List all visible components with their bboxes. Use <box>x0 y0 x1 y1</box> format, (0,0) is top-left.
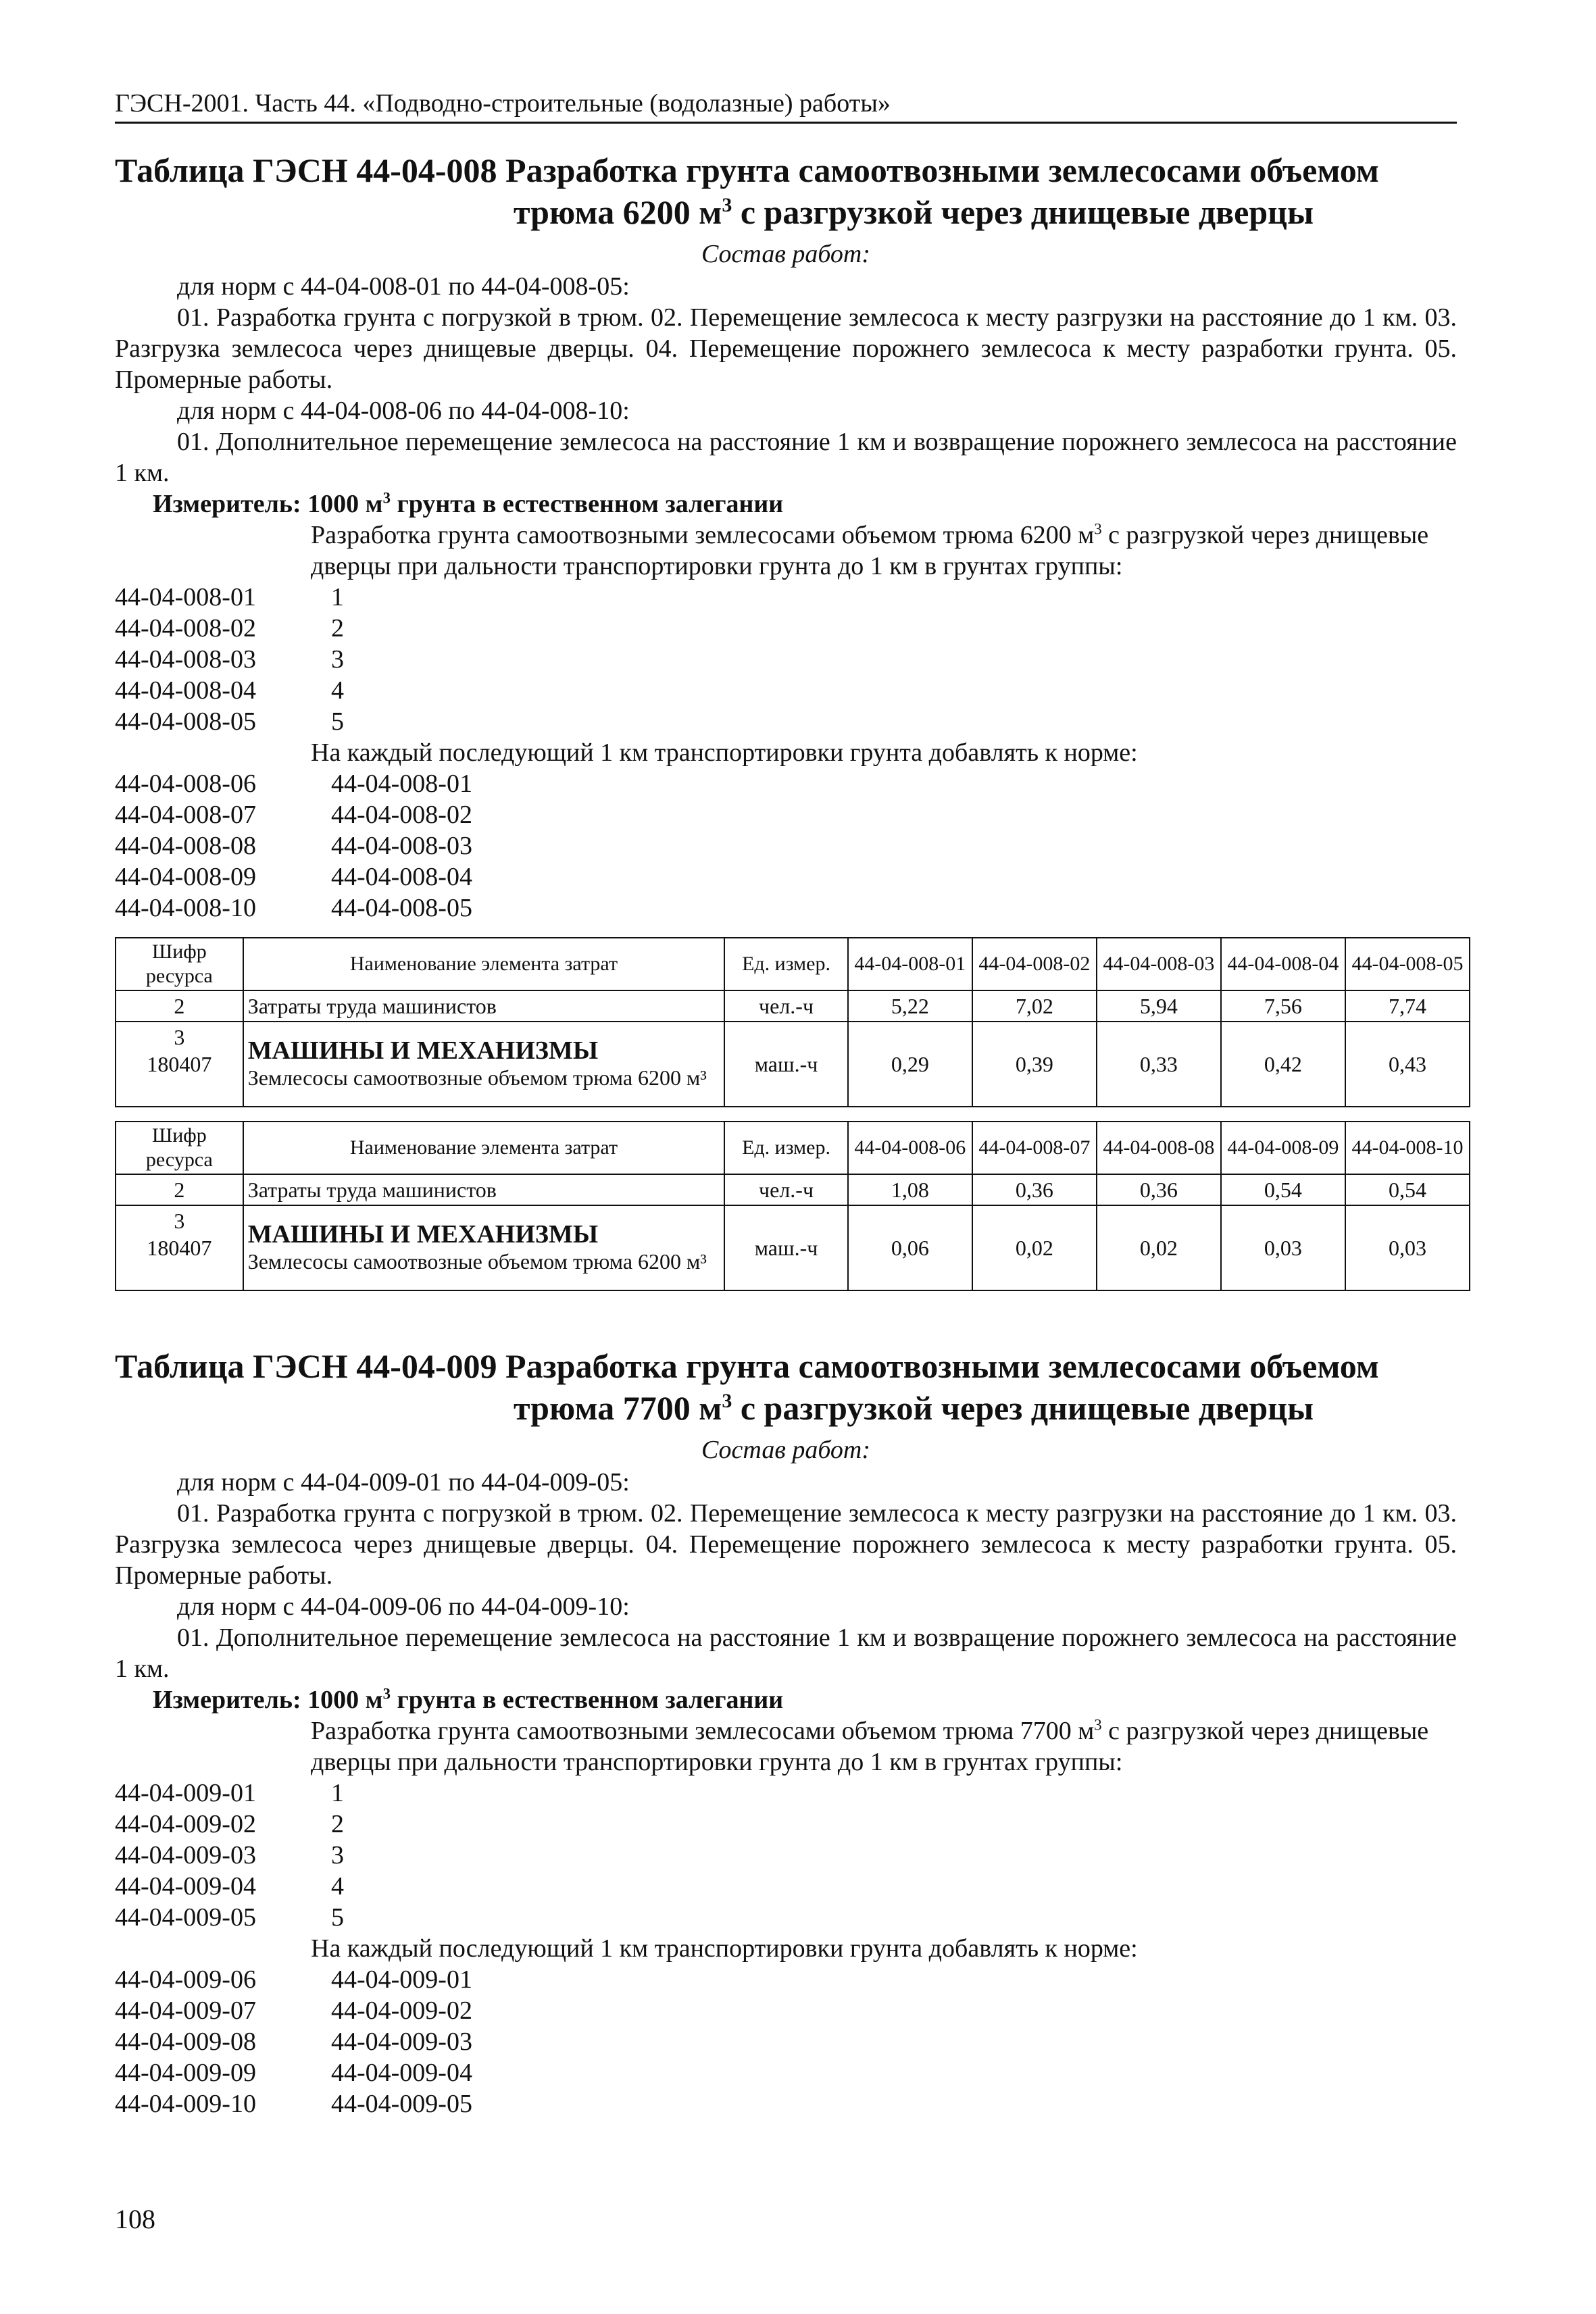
add-row <box>115 799 1457 830</box>
norm-code: 44-04-008-02 <box>115 614 256 643</box>
header-norm: 44-04-008-02 <box>972 938 1097 990</box>
header-unit: Ед. измер. <box>724 1122 848 1174</box>
group-value: 2 <box>331 1810 344 1838</box>
cell-value: 5,22 <box>848 990 972 1022</box>
norm-code: 44-04-008-07 <box>115 801 256 829</box>
cell-value: 0,03 <box>1221 1205 1345 1290</box>
superscript: 3 <box>382 489 391 507</box>
running-header: ГЭСН-2001. Часть 44. «Подводно-строительные (водолазные) работы» <box>115 86 1457 124</box>
norms-range-2: для норм с 44-04-009-06 по 44-04-009-10: <box>177 1592 630 1621</box>
cell-name <box>243 1022 725 1107</box>
cell-value: 0,54 <box>1345 1174 1470 1205</box>
norm-code: 44-04-008-09 <box>115 863 256 891</box>
group-row <box>115 644 1457 675</box>
header-name: Наименование элемента затрат <box>243 938 725 990</box>
cell-value: 0,42 <box>1221 1022 1345 1107</box>
table-header-row <box>116 938 1470 990</box>
group-list <box>115 1778 1457 1933</box>
norm-code: 44-04-009-09 <box>115 2059 256 2087</box>
superscript: 3 <box>1094 1716 1102 1734</box>
header-shifr: Шифр ресурса <box>116 1122 243 1174</box>
measurer-text: грунта в естественном залегании <box>390 1686 784 1714</box>
cell-unit: маш.-ч <box>724 1022 848 1107</box>
group-row <box>115 1809 1457 1840</box>
intro-text: Разработка грунта самоотвозными землесосами объемом трюма 7700 м <box>311 1717 1095 1745</box>
add-row <box>115 2026 1457 2057</box>
superscript: 3 <box>722 194 732 216</box>
base-norm-code: 44-04-009-03 <box>331 2028 472 2056</box>
norm-code: 44-04-008-08 <box>115 832 256 860</box>
intro-text: с разгрузкой через днищевые дверцы при дальности транспортировки грунта до 1 км в грунтах группы: <box>311 521 1429 580</box>
group-value: 3 <box>331 645 344 674</box>
group-value: 1 <box>331 583 344 611</box>
cell-value: 0,43 <box>1345 1022 1470 1107</box>
norm-code: 44-04-008-04 <box>115 676 256 705</box>
measurer-text: Измеритель: 1000 м <box>153 490 383 518</box>
cell-value: 0,36 <box>972 1174 1097 1205</box>
cell-value: 7,02 <box>972 990 1097 1022</box>
superscript: 3 <box>722 1390 732 1412</box>
work-composition-heading: Состав работ: <box>701 240 871 268</box>
header-norm: 44-04-008-10 <box>1345 1122 1470 1174</box>
cell-value: 5,94 <box>1097 990 1221 1022</box>
section-title-line2 <box>115 191 1457 233</box>
cell-unit: чел.-ч <box>724 990 848 1022</box>
works-list-1: 01. Разработка грунта с погрузкой в трюм. 02. Перемещение землесоса к месту разгрузки на расстояние до 1 км. 03. Разгрузка землесоса через днищевые дверцы. 04. Перемещение порожнего землесоса к месту разработки грунта. 05. Промерные работы. <box>115 1499 1457 1590</box>
section-44-04-008 <box>115 149 1464 1291</box>
resource-name: Землесосы самоотвозные объемом трюма 6200 м³ <box>247 1065 707 1090</box>
cell-spacer <box>120 1078 239 1105</box>
cell-code: 2 <box>116 1174 243 1205</box>
group-row <box>115 582 1457 613</box>
title-text: с разгрузкой через днищевые дверцы <box>732 1389 1314 1427</box>
norm-code: 44-04-009-02 <box>115 1810 256 1838</box>
group-code: 3 <box>174 1209 185 1233</box>
base-norm-code: 44-04-008-03 <box>331 832 472 860</box>
header-norm: 44-04-008-07 <box>972 1122 1097 1174</box>
add-row <box>115 768 1457 799</box>
group-row <box>115 1840 1457 1871</box>
norm-code: 44-04-009-01 <box>115 1779 256 1807</box>
table-row <box>116 990 1470 1022</box>
norms-range-1: для норм с 44-04-008-01 по 44-04-008-05: <box>177 272 630 301</box>
group-code: 3 <box>174 1025 185 1049</box>
title-text: трюма 7700 м <box>514 1389 722 1427</box>
add-row <box>115 892 1457 924</box>
add-row <box>115 1964 1457 1995</box>
resource-table-2 <box>115 1121 1470 1291</box>
works-list-2: 01. Дополнительное перемещение землесоса на расстояние 1 км и возвращение порожнего землесоса на расстояние 1 км. <box>115 1624 1457 1683</box>
header-norm: 44-04-008-06 <box>848 1122 972 1174</box>
header-norm: 44-04-008-04 <box>1221 938 1345 990</box>
header-norm: 44-04-008-05 <box>1345 938 1470 990</box>
header-norm: 44-04-008-03 <box>1097 938 1221 990</box>
group-row <box>115 1871 1457 1902</box>
group-name: МАШИНЫ И МЕХАНИЗМЫ <box>247 1036 599 1065</box>
cell-name <box>243 1205 725 1290</box>
group-value: 4 <box>331 676 344 705</box>
work-composition-heading: Состав работ: <box>701 1436 871 1464</box>
table-row <box>116 1174 1470 1205</box>
title-text: трюма 6200 м <box>514 193 722 231</box>
group-value: 5 <box>331 1903 344 1932</box>
measurer <box>115 488 1457 520</box>
add-row <box>115 1995 1457 2026</box>
cell-code: 2 <box>116 990 243 1022</box>
add-row <box>115 861 1457 892</box>
cell-value: 0,39 <box>972 1022 1097 1107</box>
cell-code <box>116 1022 243 1107</box>
header-norm: 44-04-008-08 <box>1097 1122 1221 1174</box>
works-list-2: 01. Дополнительное перемещение землесоса на расстояние 1 км и возвращение порожнего землесоса на расстояние 1 км. <box>115 428 1457 487</box>
resource-code: 180407 <box>147 1236 212 1260</box>
measurer <box>115 1684 1457 1715</box>
group-row <box>115 1778 1457 1809</box>
add-row <box>115 2088 1457 2119</box>
cell-value: 0,02 <box>972 1205 1097 1290</box>
base-norm-code: 44-04-008-01 <box>331 770 472 798</box>
add-list <box>115 768 1457 924</box>
base-norm-code: 44-04-009-01 <box>331 1965 472 1994</box>
cell-value: 0,36 <box>1097 1174 1221 1205</box>
table-row <box>116 1205 1470 1290</box>
header-unit: Ед. измер. <box>724 938 848 990</box>
group-value: 1 <box>331 1779 344 1807</box>
header-norm: 44-04-008-09 <box>1221 1122 1345 1174</box>
add-row <box>115 2057 1457 2088</box>
cell-value: 0,29 <box>848 1022 972 1107</box>
title-text: с разгрузкой через днищевые дверцы <box>732 193 1314 231</box>
group-value: 5 <box>331 707 344 736</box>
norm-intro <box>115 1715 1457 1778</box>
norm-code: 44-04-008-06 <box>115 770 256 798</box>
measurer-text: Измеритель: 1000 м <box>153 1686 383 1714</box>
table-row <box>116 1022 1470 1107</box>
cell-value: 1,08 <box>848 1174 972 1205</box>
norm-code: 44-04-009-10 <box>115 2090 256 2118</box>
base-norm-code: 44-04-008-02 <box>331 801 472 829</box>
norm-code: 44-04-008-05 <box>115 707 256 736</box>
norm-code: 44-04-008-03 <box>115 645 256 674</box>
group-row <box>115 1902 1457 1933</box>
group-value: 2 <box>331 614 344 643</box>
cell-code <box>116 1205 243 1290</box>
page-number: 108 <box>115 2204 155 2234</box>
group-value: 3 <box>331 1841 344 1869</box>
table-header-row <box>116 1122 1470 1174</box>
group-value: 4 <box>331 1872 344 1901</box>
measurer-text: грунта в естественном залегании <box>390 490 784 518</box>
norm-code: 44-04-009-08 <box>115 2028 256 2056</box>
base-norm-code: 44-04-009-05 <box>331 2090 472 2118</box>
section-title <box>115 149 1457 233</box>
norm-code: 44-04-008-10 <box>115 894 256 922</box>
header-name: Наименование элемента затрат <box>243 1122 725 1174</box>
base-norm-code: 44-04-008-05 <box>331 894 472 922</box>
cell-value: 0,33 <box>1097 1022 1221 1107</box>
resource-code: 180407 <box>147 1052 212 1076</box>
cell-unit: чел.-ч <box>724 1174 848 1205</box>
resource-table-1 <box>115 937 1470 1107</box>
base-norm-code: 44-04-008-04 <box>331 863 472 891</box>
cell-value: 0,54 <box>1221 1174 1345 1205</box>
add-norm-line: На каждый последующий 1 км транспортировки грунта добавлять к норме: <box>311 738 1138 767</box>
norm-code: 44-04-008-01 <box>115 583 256 611</box>
cell-value: 7,56 <box>1221 990 1345 1022</box>
group-row <box>115 706 1457 737</box>
cell-value: 7,74 <box>1345 990 1470 1022</box>
norms-range-2: для норм с 44-04-008-06 по 44-04-008-10: <box>177 397 630 425</box>
intro-text: с разгрузкой через днищевые дверцы при дальности транспортировки грунта до 1 км в грунтах группы: <box>311 1717 1429 1776</box>
superscript: 3 <box>1094 520 1102 538</box>
group-row <box>115 613 1457 644</box>
section-title-line2 <box>115 1387 1457 1429</box>
cell-value: 0,02 <box>1097 1205 1221 1290</box>
cell-value: 0,03 <box>1345 1205 1470 1290</box>
header-norm: 44-04-008-01 <box>848 938 972 990</box>
cell-name: Затраты труда машинистов <box>243 1174 725 1205</box>
section-title <box>115 1345 1457 1429</box>
norms-range-1: для норм с 44-04-009-01 по 44-04-009-05: <box>177 1468 630 1496</box>
add-norm-line: На каждый последующий 1 км транспортировки грунта добавлять к норме: <box>311 1934 1138 1963</box>
cell-name: Затраты труда машинистов <box>243 990 725 1022</box>
section-title-line1: Таблица ГЭСН 44-04-008 Разработка грунта самоотвозными землесосами объемом <box>115 151 1379 189</box>
base-norm-code: 44-04-009-02 <box>331 1996 472 2025</box>
norm-intro <box>115 520 1457 582</box>
norm-code: 44-04-009-04 <box>115 1872 256 1901</box>
norm-code: 44-04-009-07 <box>115 1996 256 2025</box>
section-44-04-009 <box>115 1345 1457 2119</box>
intro-text: Разработка грунта самоотвозными землесосами объемом трюма 6200 м <box>311 521 1095 549</box>
norm-code: 44-04-009-03 <box>115 1841 256 1869</box>
cell-spacer <box>120 1261 239 1288</box>
cell-value: 0,06 <box>848 1205 972 1290</box>
add-row <box>115 830 1457 861</box>
section-title-line1: Таблица ГЭСН 44-04-009 Разработка грунта самоотвозными землесосами объемом <box>115 1347 1379 1385</box>
group-list <box>115 582 1457 737</box>
base-norm-code: 44-04-009-04 <box>331 2059 472 2087</box>
norm-code: 44-04-009-05 <box>115 1903 256 1932</box>
header-shifr: Шифр ресурса <box>116 938 243 990</box>
cell-unit: маш.-ч <box>724 1205 848 1290</box>
group-name: МАШИНЫ И МЕХАНИЗМЫ <box>247 1220 599 1249</box>
norm-code: 44-04-009-06 <box>115 1965 256 1994</box>
works-list-1: 01. Разработка грунта с погрузкой в трюм. 02. Перемещение землесоса к месту разгрузки на расстояние до 1 км. 03. Разгрузка землесоса через днищевые дверцы. 04. Перемещение порожнего землесоса к месту разработки грунта. 05. Промерные работы. <box>115 303 1457 394</box>
group-row <box>115 675 1457 706</box>
resource-name: Землесосы самоотвозные объемом трюма 6200 м³ <box>247 1249 707 1274</box>
add-list <box>115 1964 1457 2119</box>
superscript: 3 <box>382 1685 391 1703</box>
